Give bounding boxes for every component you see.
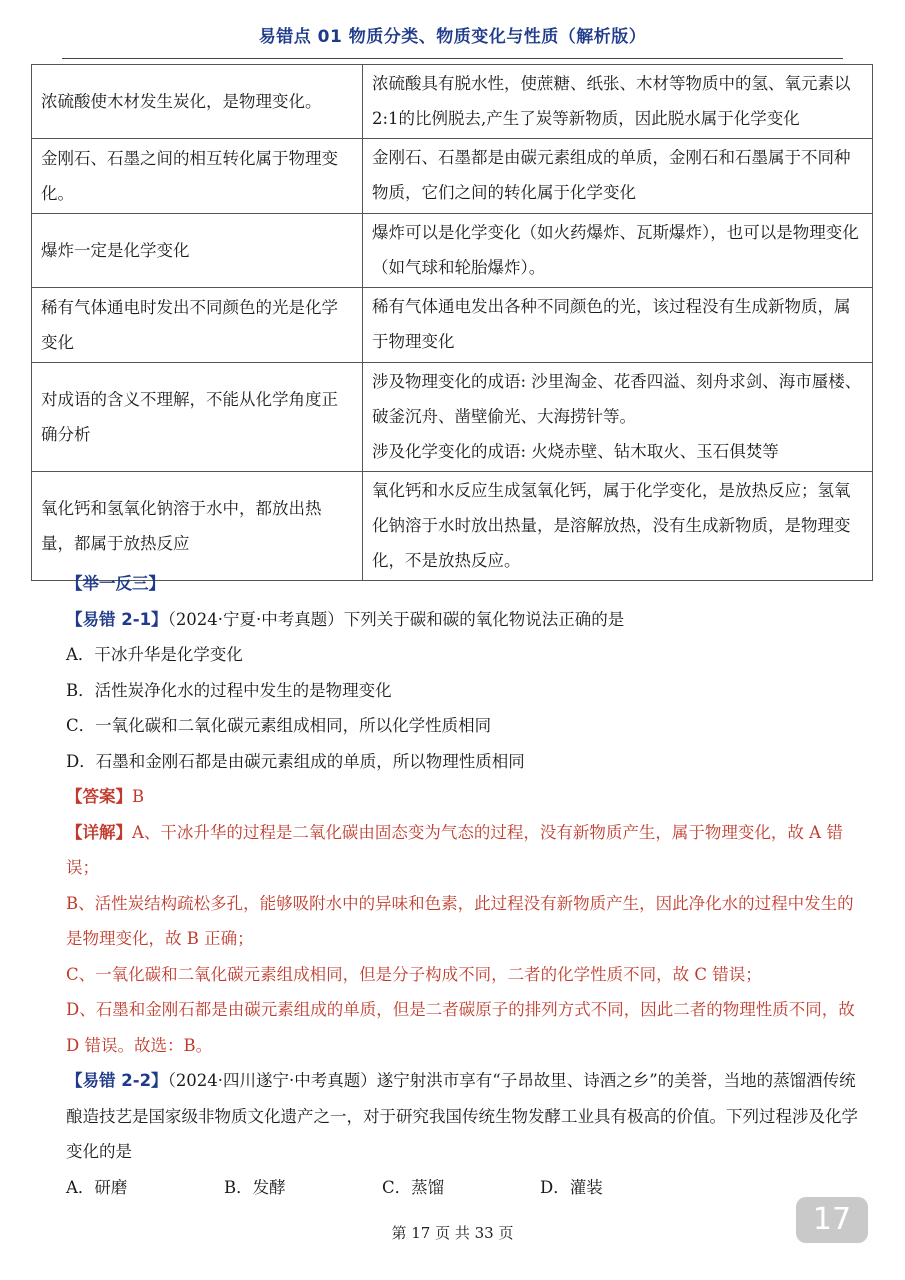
detail-c: C、一氧化碳和二氧化碳元素组成相同，但是分子构成不同，二者的化学性质不同，故 C 错误； [66, 964, 762, 984]
detail-b: B、活性炭结构疏松多孔，能够吸附水中的异味和色素，此过程没有新物质产生，因此净化水的过程中发生的是物理变化，故 B 正确； [66, 893, 854, 948]
section-heading: 【举一反三】 [66, 574, 165, 593]
answer-value: B [132, 787, 145, 806]
option-d: D．灌装 [540, 1177, 603, 1197]
question-stem [66, 1063, 865, 1170]
practice-section [66, 566, 865, 1205]
misconception-table [31, 64, 873, 581]
misconception-cell: 稀有气体通电时发出不同颜色的光是化学变化 [32, 288, 363, 363]
misconception-cell: 对成语的含义不理解，不能从化学角度正确分析 [32, 363, 363, 472]
table-row [32, 214, 873, 288]
option-d: D．石墨和金刚石都是由碳元素组成的单质，所以物理性质相同 [66, 751, 525, 771]
table-row [32, 288, 873, 363]
page-header-title: 易错点 01 物质分类、物质变化与性质（解析版） [258, 27, 647, 47]
option-b: B．活性炭净化水的过程中发生的是物理变化 [66, 680, 392, 700]
detail-text: A、干冰升华的过程是二氧化碳由固态变为气态的过程，没有新物质产生，属于物理变化，故 A 错误； [66, 822, 843, 877]
explanation-text: 爆炸可以是化学变化（如火药爆炸、瓦斯爆炸），也可以是物理变化（如气球和轮胎爆炸）。 [372, 223, 859, 277]
explanation-cell [363, 363, 873, 472]
explanation-cell [363, 472, 873, 581]
explanation-text: 涉及化学变化的成语: 火烧赤壁、钻木取火、玉石俱焚等 [372, 442, 779, 461]
page-footer: 第 17 页 共 33 页 [391, 1224, 514, 1242]
option-a: A．研磨 [66, 1177, 128, 1197]
answer-tag: 【答案】 [66, 787, 132, 806]
explanation-cell [363, 65, 873, 139]
table-row [32, 363, 873, 472]
table-row [32, 139, 873, 214]
question-text: （2024·四川遂宁·中考真题）遂宁射洪市享有“子昂故里、诗酒之乡”的美誉，当地的蒸馏酒传统酿造技艺是国家级非物质文化遗产之一，对于研究我国传统生物发酵工业具有极高的价值。下列过程涉及化学变化的是 [66, 1071, 858, 1161]
misconception-cell: 金刚石、石墨之间的相互转化属于物理变化。 [32, 139, 363, 214]
header-divider [62, 58, 843, 59]
explanation-text: 涉及物理变化的成语: 沙里淘金、花香四溢、刻舟求剑、海市蜃楼、破釜沉舟、凿壁偷光、大海捞针等。 [372, 372, 862, 426]
option-c: C．一氧化碳和二氧化碳元素组成相同，所以化学性质相同 [66, 716, 492, 735]
option-row [66, 1170, 865, 1206]
misconception-cell: 爆炸一定是化学变化 [32, 214, 363, 288]
option-c: C．蒸馏 [382, 1177, 445, 1197]
page-number-badge: 17 [796, 1197, 868, 1243]
option-b: B．发酵 [224, 1177, 286, 1197]
explanation-cell [363, 139, 873, 214]
explanation-cell [363, 214, 873, 288]
detail-d: D、石墨和金刚石都是由碳元素组成的单质，但是二者碳原子的排列方式不同，因此二者的物理性质不同，故 D 错误。故选：B。 [66, 1000, 855, 1055]
table-row [32, 472, 873, 581]
explanation-text: 稀有气体通电发出各种不同颜色的光，该过程没有生成新物质，属于物理变化 [372, 297, 851, 351]
question-stem [66, 602, 865, 638]
explanation-text: 金刚石、石墨都是由碳元素组成的单质，金刚石和石墨属于不同种物质，它们之间的转化属于化学变化 [372, 148, 851, 202]
explanation-cell [363, 288, 873, 363]
detail-tag: 【详解】 [66, 822, 132, 842]
option-a: A．干冰升华是化学变化 [66, 645, 243, 664]
explanation-text: 浓硫酸具有脱水性，使蔗糖、纸张、木材等物质中的氢、氧元素以2:1的比例脱去,产生了炭等新物质，因此脱水属于化学变化 [372, 74, 851, 128]
misconception-cell: 浓硫酸使木材发生炭化，是物理变化。 [32, 65, 363, 139]
table-row [32, 65, 873, 139]
answer-line [66, 779, 865, 815]
question-tag: 【易错 2-1】 [66, 609, 168, 629]
detail-a [66, 815, 865, 886]
explanation-text: 氧化钙和水反应生成氢氧化钙，属于化学变化，是放热反应；氢氧化钠溶于水时放出热量，是溶解放热，没有生成新物质，是物理变化，不是放热反应。 [372, 481, 851, 570]
question-text: （2024·宁夏·中考真题）下列关于碳和碳的氧化物说法正确的是 [167, 609, 625, 629]
misconception-cell: 氧化钙和氢氧化钠溶于水中，都放出热量，都属于放热反应 [32, 472, 363, 581]
question-tag: 【易错 2-2】 [66, 1071, 168, 1090]
